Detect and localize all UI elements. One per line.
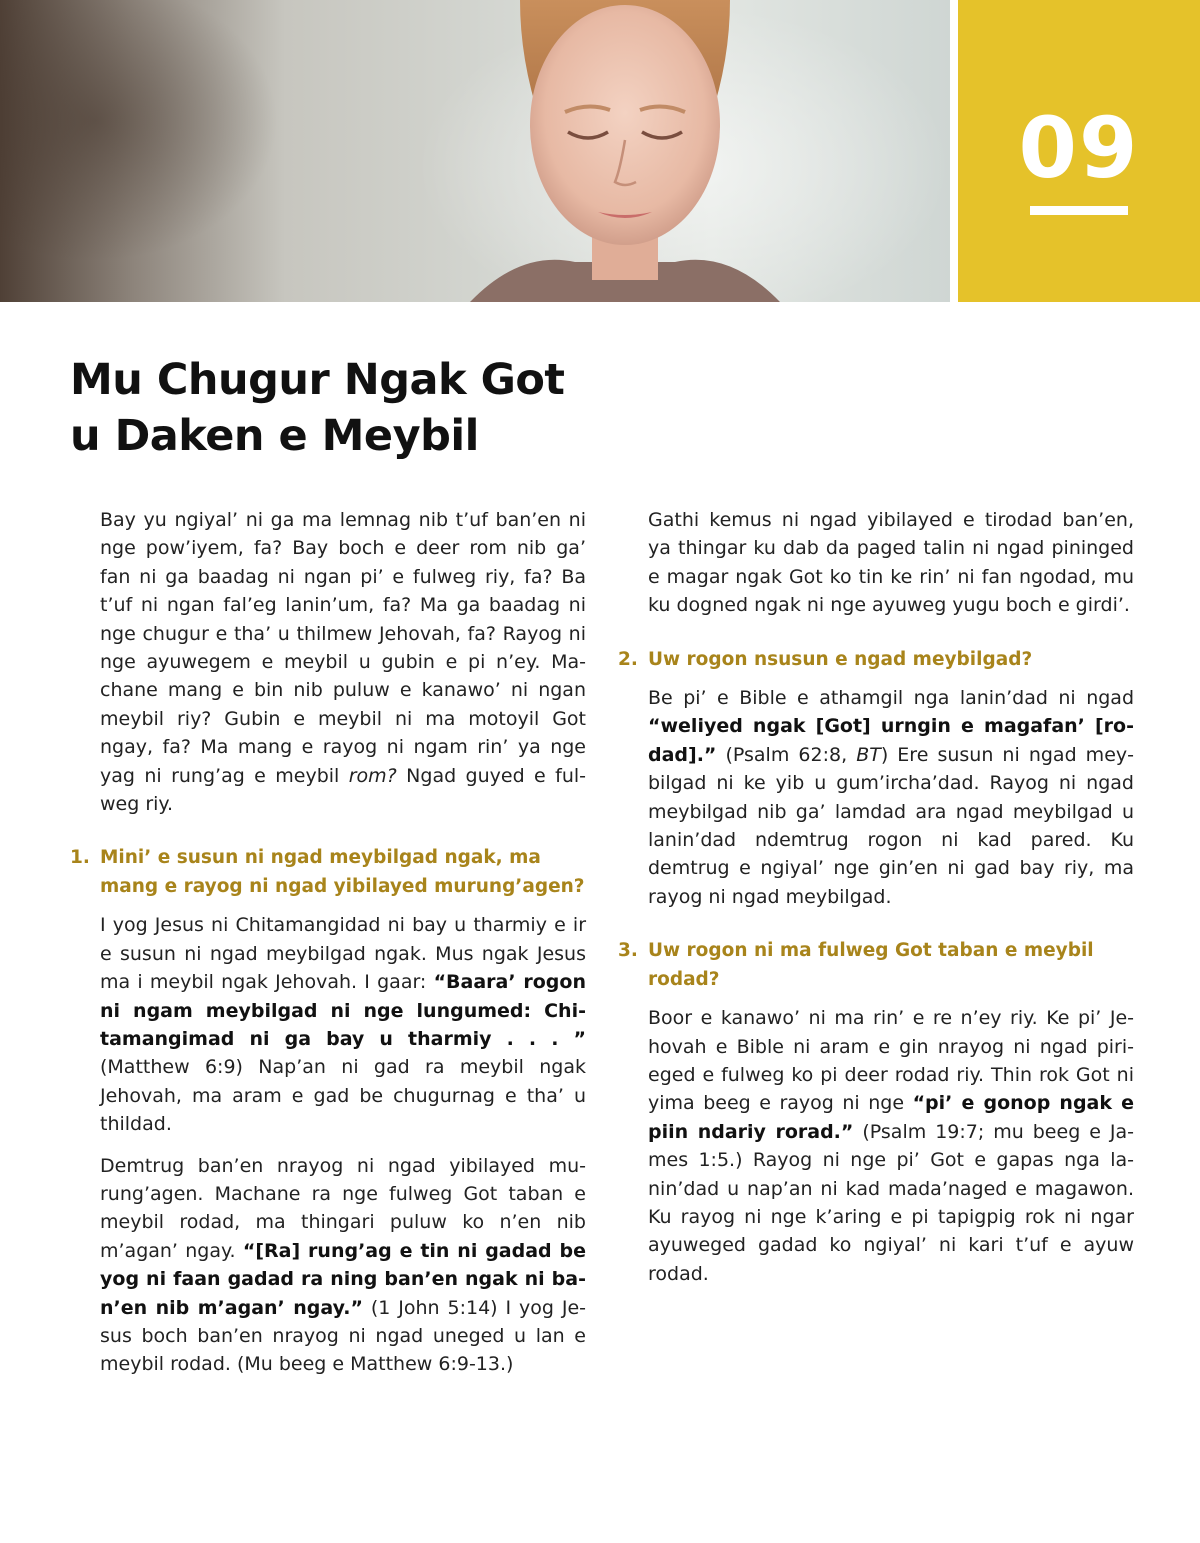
question-text: Mini’ e susun ni ngad meybilgad ngak, ma mang e rayog ni ngad yibilayed murung’agen?	[100, 847, 585, 897]
question-number: 3.	[618, 940, 638, 962]
intro-paragraph: Bay yu ngiyal’ ni ga ma lemnag nib t’uf ban’en ni nge pow’iyem, fa? Bay boch e deer rom nib ga’ fan ni ga baadag ni ngan pi’ e fulweg riy, fa? Ba t’uf ni ngan fal’eg lanin’um, fa? Ma ga baadag ni nge chugur e tha’ u thilmew Jehovah, fa? Rayog ni nge ayuwegem e meybil u gubin e pi n’ey. Machane mang e bin nib puluw e kanawo’ ni ngan meybil riy? Gubin e meybil ni ma motoyil Got ngay, fa? Ma mang e rayog ni ngam rin’ ya nge yag ni rung’ag e meybil rom? Ngad guyed e fulweg riy.	[100, 509, 587, 816]
lesson-number-badge	[958, 0, 1200, 302]
question-1	[70, 844, 586, 901]
answer-paragraph: I yog Jesus ni Chitamangidad ni bay u tharmiy e ir e susun ni ngad meybilgad ngak. Mus ngak Jesus ma i meybil ngak Jehovah. I gaar: “Baara’ rogon ni ngam meybilgad ni nge lungumed: Chitamangimad ni ga bay u tharmiy . . . ” (Matthew 6:9) Nap’an ni gad ra meybil ngak Jehovah, ma aram e gad be chugurnag e tha’ u thildad.	[100, 914, 586, 1136]
title-line-1: Mu Chugur Ngak Got	[70, 355, 565, 405]
badge-underline	[1030, 206, 1128, 215]
question-text: Uw rogon nsusun e ngad meybilgad?	[648, 648, 1033, 670]
scripture-quote: “[Ra] rung’ag e tin ni gadad be yog ni faan gadad ra ning ban’en ngak ni ban’en nib m’agan’ ngay.”	[100, 1239, 586, 1319]
title-line-2: u Daken e Meybil	[70, 411, 479, 461]
scripture-quote: “weliyed ngak [Got] urngin e magafan’ [rodad].”	[648, 715, 1134, 766]
praying-woman-photo	[0, 0, 950, 302]
hero-photo	[0, 0, 950, 302]
question-number: 2.	[618, 648, 638, 670]
answer-paragraph: Be pi’ e Bible e athamgil nga lanin’dad ni ngad “weliyed ngak [Got] urngin e magafan’ [rodad].” (Psalm 62:8, BT) Ere susun ni ngad meybilgad ni ke yib u gum’ircha’dad. Rayog ni ngad meybilgad nib ga’ lamdad ara ngad meybilgad u lanin’dad ndemtrug rogon ni kad pared. Ku demtrug e ngiyal’ nge gin’en ni gad bay riy, ma rayog ni ngad meybilgad.	[648, 687, 1134, 908]
lesson-number: 09	[1018, 99, 1140, 197]
scripture-quote: “Baara’ rogon ni ngam meybilgad ni nge lungumed: Chitamangimad ni ga bay u tharmiy . . . ”	[100, 971, 586, 1050]
question-number: 1.	[70, 847, 90, 869]
question-3	[618, 937, 1134, 994]
right-column	[618, 506, 1134, 1301]
answer-paragraph: Boor e kanawo’ ni ma rin’ e re n’ey riy. Ke pi’ Jehovah e Bible ni aram e gin nrayog ni ngad pirieged e fulweg ko pi deer rodad riy. Thin rok Got ni yima beeg e rayog ni nge “pi’ e gonop ngak e piin ndariy rorad.” (Psalm 19:7; mu beeg e James 1:5.) Rayog ni nge pi’ Got e gapas nga lanin’dad u nap’an ni kad mada’naged e magawon. Ku rayog ni nge k’aring e pi tapigpig rok ni ngar ayuweged gadad ko ngiyal’ ni kari t’uf e ayuw rodad.	[648, 1007, 1134, 1285]
left-column	[70, 506, 586, 1392]
question-2	[618, 646, 1134, 674]
scripture-quote: “pi’ e gonop ngak e piin ndariy rorad.”	[648, 1092, 1134, 1143]
page-title	[70, 352, 690, 464]
question-text: Uw rogon ni ma fulweg Got taban e meybil rodad?	[648, 940, 1094, 990]
answer-paragraph: Demtrug ban’en nrayog ni ngad yibilayed murung’agen. Machane ra nge fulweg Got taban e meybil rodad, ma thingari puluw ko n’en nib m’agan’ ngay. “[Ra] rung’ag e tin ni gadad be yog ni faan gadad ra ning ban’en ngak ni ban’en nib m’agan’ ngay.” (1 John 5:14) I yog Jesus boch ban’en nrayog ni ngad uneged u lan e meybil rodad. (Mu beeg e Matthew 6:9-13.)	[100, 1154, 586, 1376]
continued-paragraph: Gathi kemus ni ngad yibilayed e tirodad ban’en, ya thingar ku dab da paged talin ni ngad pininged e magar ngak Got ko tin ke rin’ ni fan ngodad, mu ku dogned ngak ni nge ayuweg yugu boch e girdi’.	[648, 509, 1134, 617]
